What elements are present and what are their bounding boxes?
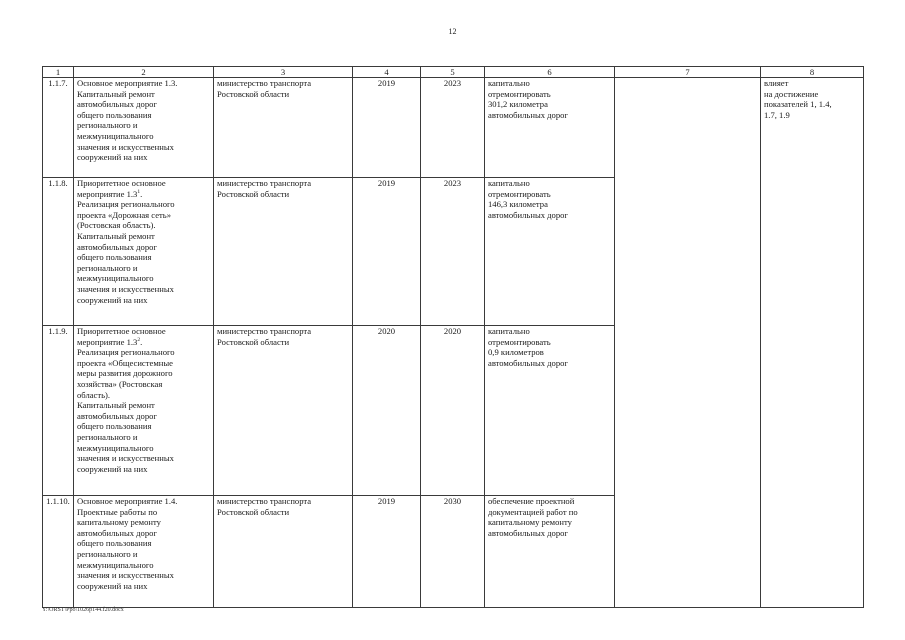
row-number-cell: 1.1.8. — [43, 178, 74, 326]
activity-name-cell — [74, 326, 214, 496]
executor-cell: министерство транспорта Ростовской области — [214, 178, 353, 326]
column-header-8: 8 — [761, 67, 864, 78]
end-year-cell: 2030 — [421, 496, 485, 608]
table-row — [43, 78, 864, 178]
row-number-cell: 1.1.10. — [43, 496, 74, 608]
activity-name-cell: Основное мероприятие 1.4. Проектные работы по капитальному ремонту автомобильных дорог общего пользования регионального и межмуниципального значения и искусственных сооружений на них — [74, 496, 214, 608]
activity-name-tail: . Реализация регионального проекта «Общесистемные меры развития дорожного хозяйства» (Ростовская область). Капитальный ремонт автомобильных дорог общего пользования регионального и межмуниципального значения и искусственных сооружений на них — [77, 336, 175, 474]
start-year-cell: 2020 — [353, 326, 421, 496]
end-year-cell: 2020 — [421, 326, 485, 496]
executor-cell: министерство транспорта Ростовской области — [214, 78, 353, 178]
start-year-cell: 2019 — [353, 78, 421, 178]
column-header-2: 2 — [74, 67, 214, 78]
indicator-link-cell: влияет на достижение показателей 1, 1.4, 1.7, 1.9 — [761, 78, 864, 608]
start-year-cell: 2019 — [353, 178, 421, 326]
expected-result-cell: капитально отремонтировать 301,2 километра автомобильных дорог — [485, 78, 615, 178]
activity-name-head: Приоритетное основное мероприятие 1.3 — [77, 178, 166, 199]
column-header-5: 5 — [421, 67, 485, 78]
page-number: 12 — [448, 27, 457, 36]
program-activities-table — [42, 66, 864, 608]
footnote-marker: 1 — [137, 188, 141, 195]
column-header-6: 6 — [485, 67, 615, 78]
expected-result-cell: капитально отремонтировать 146,3 километра автомобильных дорог — [485, 178, 615, 326]
footnote-marker: 2 — [137, 336, 141, 343]
column-number-row — [43, 67, 864, 78]
column-header-3: 3 — [214, 67, 353, 78]
expected-result-cell: капитально отремонтировать 0,9 километров автомобильных дорог — [485, 326, 615, 496]
column-header-4: 4 — [353, 67, 421, 78]
activity-name-head: Приоритетное основное мероприятие 1.3 — [77, 326, 166, 347]
document-file-path: Y:\ORST\Ppo\1026p144.f20.docx — [42, 607, 124, 613]
start-year-cell: 2019 — [353, 496, 421, 608]
activity-name-tail: . Реализация регионального проекта «Дорожная сеть» (Ростовская область). Капитальный ремонт автомобильных дорог общего пользования регионального и межмуниципального значения и искусственных сооружений на них — [77, 188, 175, 305]
expected-result-cell: обеспечение проектной документацией работ по капитальному ремонту автомобильных дорог — [485, 496, 615, 608]
column-7-merged-cell — [615, 78, 761, 608]
activity-name-cell: Основное мероприятие 1.3. Капитальный ремонт автомобильных дорог общего пользования регионального и межмуниципального значения и искусственных сооружений на них — [74, 78, 214, 178]
row-number-cell: 1.1.9. — [43, 326, 74, 496]
executor-cell: министерство транспорта Ростовской области — [214, 326, 353, 496]
column-header-7: 7 — [615, 67, 761, 78]
column-header-1: 1 — [43, 67, 74, 78]
row-number-cell: 1.1.7. — [43, 78, 74, 178]
end-year-cell: 2023 — [421, 178, 485, 326]
end-year-cell: 2023 — [421, 78, 485, 178]
executor-cell: министерство транспорта Ростовской области — [214, 496, 353, 608]
activity-name-cell — [74, 178, 214, 326]
